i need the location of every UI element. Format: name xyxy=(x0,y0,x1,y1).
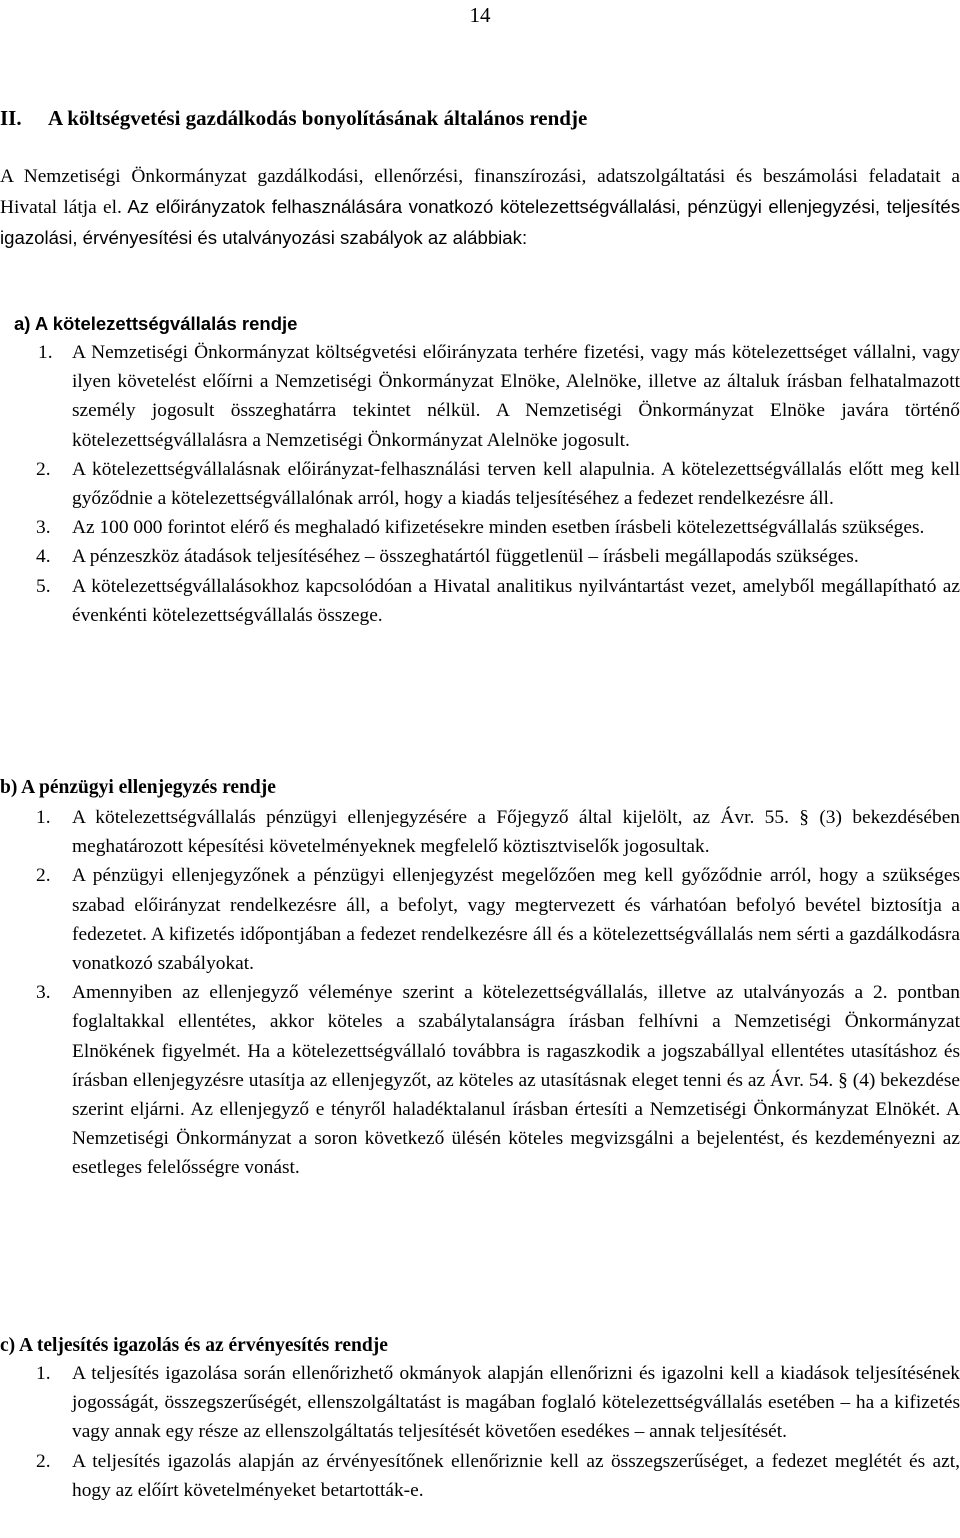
list-item xyxy=(0,338,960,455)
list-item-text: Amennyiben az ellenjegyző véleménye szerint a kötelezettségvállalás, illetve az utalványozás a 2. pontban foglaltakkal ellentétes, akkor köteles a szabálytalanságra írásban felhívni a Nemzetiségi Önkormányzat Elnökének figyelmét. Ha a kötelezettségvállaló továbbra is ragaszkodik a jogszabállyal ellentétes utasításhoz és írásban ellenjegyzésre utasítja az ellenjegyzőt, az köteles az utasításnak eleget tenni és az Ávr. 54. § (4) bekezdése szerint eljárni. Az ellenjegyző e tényről haladéktalanul írásban értesíti a Nemzetiségi Önkormányzat Elnökét. A Nemzetiségi Önkormányzat a soron következő ülésén köteles megvizsgálni a bejelentést, és kezdeményezni az esetleges felelősségre vonást. xyxy=(72,982,960,1179)
list-item-number: 5. xyxy=(36,575,51,597)
list-item xyxy=(0,978,960,1182)
section-heading-countersign: b) A pénzügyi ellenjegyzés rendje xyxy=(0,777,276,798)
section-heading-verification: c) A teljesítés igazolás és az érvényesítés rendje xyxy=(0,1335,388,1356)
list-item-number: 3. xyxy=(36,517,51,539)
commitment-rules-list xyxy=(0,338,960,630)
intro-sentence-2: Az előirányzatok felhasználására vonatkozó kötelezettségvállalási, pénzügyi ellenjegyzési, teljesítés igazolási, érvényesítési és utalványozási szabályok az alábbiak: xyxy=(0,196,960,248)
list-item-number: 2. xyxy=(36,865,51,887)
list-item-text: A teljesítés igazolása során ellenőrizhető okmányok alapján ellenőrizni és igazolni kell a kiadások teljesítésének jogosságát, összegszerűségét, ellenszolgáltatást is magában foglaló kötelezettségvállalás esetében – ha a kifizetés vagy annak egy része az ellenszolgáltatás teljesítését követően esedékes – annak teljesítését. xyxy=(72,1363,960,1443)
list-item-text: A kötelezettségvállalás pénzügyi ellenjegyzésére a Főjegyző által kijelölt, az Ávr. 55. § (3) bekezdésében meghatározott képesítési követelményeknek megfelelő köztisztviselők jogosultak. xyxy=(72,807,960,858)
list-item-number: 1. xyxy=(36,807,51,828)
verification-rules-list xyxy=(0,1359,960,1505)
countersign-rules-list xyxy=(0,803,960,1183)
list-item-text: A teljesítés igazolás alapján az érvényesítőnek ellenőriznie kell az összegszerűséget, a fedezet meglétét és azt, hogy az előírt követelményeket betartották-e. xyxy=(72,1450,960,1501)
list-item-number: 1. xyxy=(38,342,53,363)
list-item-text: A pénzügyi ellenjegyzőnek a pénzügyi ellenjegyzést megelőzően meg kell győződnie arról, hogy a szükséges szabad előirányzat rendelkezésre áll, a befolyt, vagy megtervezett és várhatóan befolyó bevétel biztosítja a fedezetet. A kifizetés időpontjában a fedezet rendelkezésre áll és a kötelezettségvállalás nem sérti a gazdálkodásra vonatkozó szabályokat. xyxy=(72,865,960,975)
list-item-text: A pénzeszköz átadások teljesítéséhez – összeghatártól függetlenül – írásbeli megállapodás szükséges. xyxy=(72,546,859,568)
list-item xyxy=(0,1447,960,1505)
list-item-number: 1. xyxy=(36,1363,51,1384)
list-item-number: 2. xyxy=(36,1450,51,1472)
list-item-text: A Nemzetiségi Önkormányzat költségvetési előirányzata terhére fizetési, vagy más kötelezettséget vállalni, vagy ilyen követelést előírni a Nemzetiségi Önkormányzat Elnöke, Alelnöke, illetve az általuk írásban felhatalmazott személy jogosult összeghatárra tekintet nélkül. A Nemzetiségi Önkormányzat Elnöke javára történő kötelezettségvállalásra a Nemzetiségi Önkormányzat Alelnöke jogosult. xyxy=(72,342,960,451)
chapter-number: II. xyxy=(0,106,22,130)
list-item xyxy=(0,455,960,513)
list-item-number: 4. xyxy=(36,546,51,568)
intro-sentence-1: A Nemzetiségi Önkormányzat gazdálkodási, ellenőrzési, finanszírozási, adatszolgáltatási és beszámolási feladatait a Hivatal látja el. xyxy=(0,166,960,218)
list-item-number: 2. xyxy=(36,458,51,480)
chapter-title-text: A költségvetési gazdálkodás bonyolításának általános rendje xyxy=(48,106,588,130)
chapter-title xyxy=(0,105,587,131)
list-item xyxy=(0,803,960,861)
list-item-text: A kötelezettségvállalásnak előirányzat-felhasználási terven kell alapulnia. A kötelezettségvállalás előtt meg kell győződnie a kötelezettségvállalónak arról, hogy a kiadás teljesítéséhez a fedezet rendelkezésre áll. xyxy=(72,458,960,510)
list-item-number: 3. xyxy=(36,982,51,1004)
list-item xyxy=(0,542,960,571)
list-item-text: A kötelezettségvállalásokhoz kapcsolódóan a Hivatal analitikus nyilvántartást vezet, amelyből megállapítható az évenkénti kötelezettségvállalás összege. xyxy=(72,575,960,626)
list-item xyxy=(0,572,960,630)
list-item xyxy=(0,513,960,542)
list-item xyxy=(0,1359,960,1447)
list-item xyxy=(0,861,960,978)
intro-paragraph xyxy=(0,162,960,254)
section-heading-commitment: a) A kötelezettségvállalás rendje xyxy=(14,313,298,334)
list-item-text: Az 100 000 forintot elérő és meghaladó kifizetésekre minden esetben írásbeli kötelezettségvállalás szükséges. xyxy=(72,517,925,539)
page-number: 14 xyxy=(469,3,491,27)
